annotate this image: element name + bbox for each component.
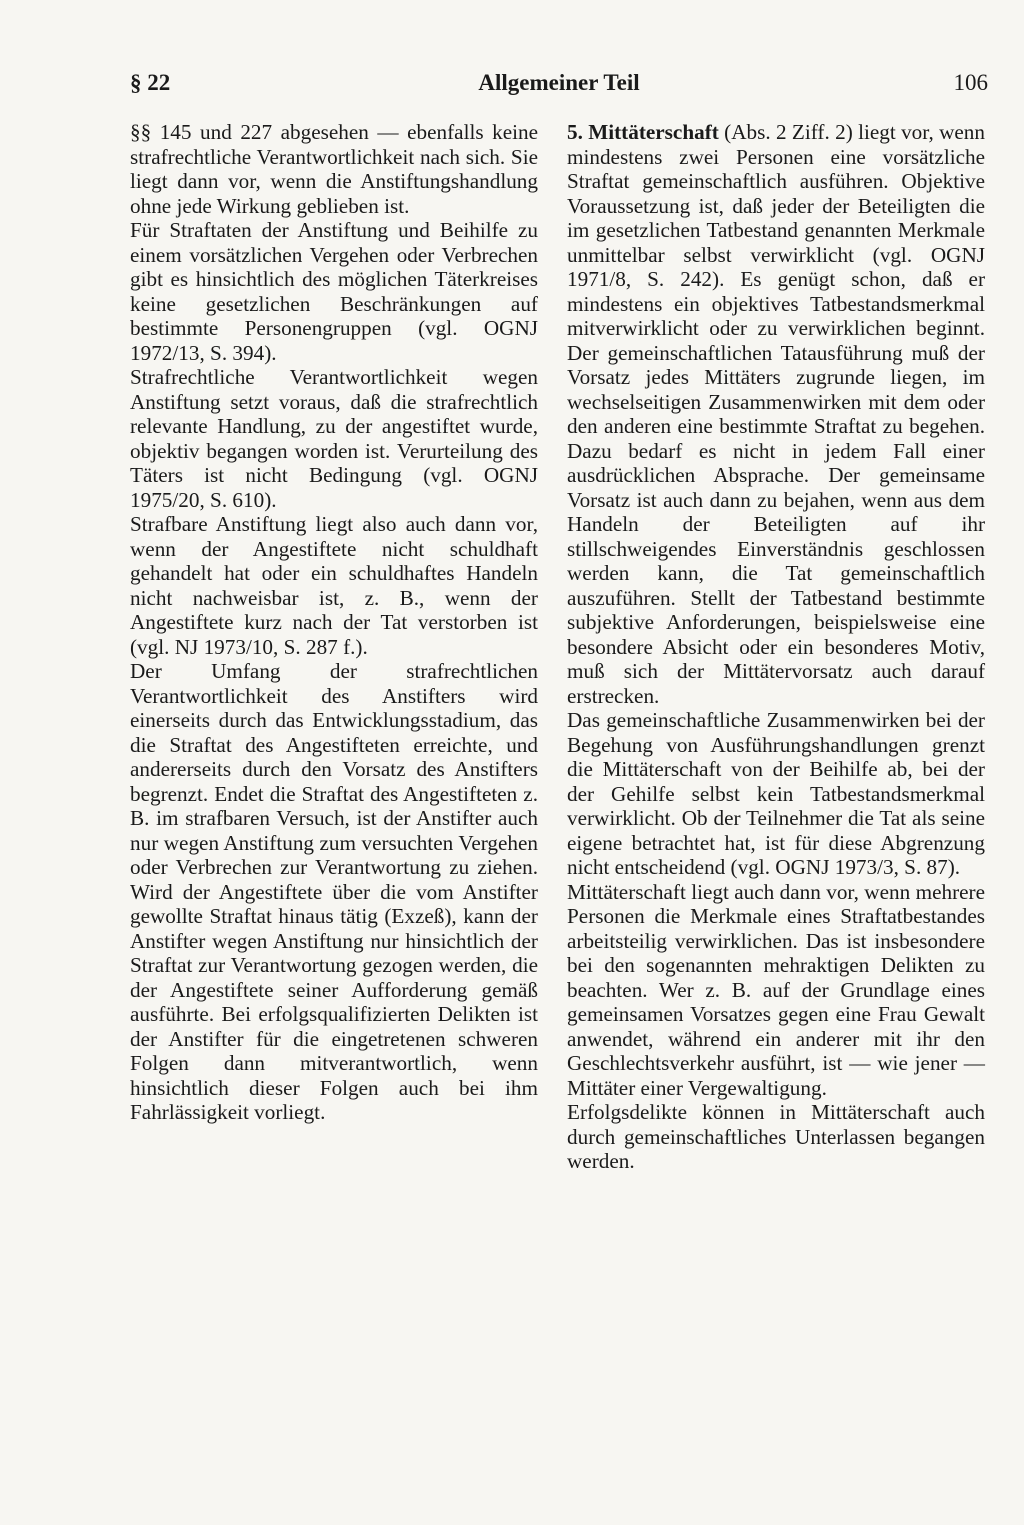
section-heading-number: 5. (567, 120, 583, 144)
page-header (130, 70, 988, 106)
running-title: Allgemeiner Teil (478, 70, 640, 95)
paragraph: Das gemeinschaftliche Zusammenwirken bei der Begehung von Ausführungshandlungen grenzt die Mittäterschaft von der Beihilfe ab, bei der der Gehilfe selbst kein Tatbestandsmerkmal verwirklicht. Ob der Teilnehmer die Tat als seine eigene betrachtet hat, ist für diese Abgrenzung nicht entscheidend (vgl. OGNJ 1973/3, S. 87). (567, 708, 985, 879)
paragraph-text: (Abs. 2 Ziff. 2) liegt vor, wenn mindestens zwei Personen eine vorsätzliche Straftat gemeinschaftlich ausführen. Objektive Voraussetzung ist, daß jeder der Beteiligten die im gesetzlichen Tatbestand genannten Merkmale unmittelbar selbst verwirklicht (vgl. OGNJ 1971/8, S. 242). Es genügt schon, daß er mindestens ein objektives Tatbestandsmerkmal mitverwirklicht oder zu verwirklichen beginnt. Der gemeinschaftlichen Tatausführung muß der Vorsatz jedes Mittäters zugrunde liegen, im wechselseitigen Zusammenwirken mit dem oder den anderen eine bestimmte Straftat zu begehen. Dazu bedarf es nicht in jedem Fall einer ausdrücklichen Absprache. Der gemeinsame Vorsatz ist auch dann zu bejahen, wenn aus dem Handeln der Beteiligten auf ihr stillschweigendes Einverständnis geschlossen werden kann, die Tat gemeinschaftlich auszuführen. Stellt der Tatbestand bestimmte subjektive Anforderungen, beispielsweise eine besondere Absicht oder ein besonderes Motiv, muß sich der Mittätervorsatz auch darauf erstrecken. (567, 120, 985, 708)
paragraph: Strafrechtliche Verantwortlichkeit wegen Anstiftung setzt voraus, daß die strafrechtlich relevante Handlung, zu der angestiftet wurde, objektiv begangen worden ist. Verurteilung des Täters ist nicht Bedingung (vgl. OGNJ 1975/20, S. 610). (130, 365, 538, 512)
right-column (567, 120, 985, 1174)
paragraph: Mittäterschaft liegt auch dann vor, wenn mehrere Personen die Merkmale eines Straftatbestandes arbeitsteilig verwirklichen. Das ist insbesondere bei den sogenannten mehraktigen Delikten zu beachten. Wer z. B. auf der Grundlage eines gemeinsamen Vorsatzes gegen eine Frau Gewalt anwendet, während ein anderer mit ihr den Geschlechtsverkehr ausführt, ist — wie jener — Mittäter einer Vergewaltigung. (567, 879, 985, 1100)
paragraph: Für Straftaten der Anstiftung und Beihilfe zu einem vorsätzlichen Vergehen oder Verbrechen gibt es hinsichtlich des möglichen Täterkreises keine gesetzlichen Beschränkungen auf bestimmte Personengruppen (vgl. OGNJ 1972/13, S. 394). (130, 218, 538, 365)
paragraph: §§ 145 und 227 abgesehen — ebenfalls keine strafrechtliche Verantwortlichkeit nach sich. Sie liegt dann vor, wenn die Anstiftungshandlung ohne jede Wirkung geblieben ist. (130, 120, 538, 218)
paragraph: Strafbare Anstiftung liegt also auch dann vor, wenn der Angestiftete nicht schuldhaft gehandelt hat oder ein schuldhaftes Handeln nicht nachweisbar ist, z. B., wenn der Angestiftete kurz nach der Tat verstorben ist (vgl. NJ 1973/10, S. 287 f.). (130, 512, 538, 659)
section-number: § 22 (130, 70, 171, 95)
left-column (130, 120, 538, 1125)
paragraph: Erfolgsdelikte können in Mittäterschaft auch durch gemeinschaftliches Unterlassen begangen werden. (567, 1100, 985, 1173)
paragraph-mittaeterschaft (567, 120, 985, 708)
page-number: 106 (953, 70, 988, 95)
section-heading-term: Mittäterschaft (588, 120, 719, 144)
paragraph: Der Umfang der strafrechtlichen Verantwortlichkeit des Anstifters wird einerseits durch das Entwicklungsstadium, das die Straftat des Angestifteten erreichte, und andererseits durch den Vorsatz des Anstifters begrenzt. Endet die Straftat des Angestifteten z. B. im strafbaren Versuch, ist der Anstifter auch nur wegen Anstiftung zum versuchten Vergehen oder Verbrechen zur Verantwortung zu ziehen. Wird der Angestiftete über die vom Anstifter gewollte Straftat hinaus tätig (Exzeß), kann der Anstifter wegen Anstiftung nur hinsichtlich der Straftat zur Verantwortung gezogen werden, die der Angestiftete seiner Aufforderung gemäß ausführte. Bei erfolgsqualifizierten Delikten ist der Anstifter für die eingetretenen schweren Folgen dann mitverantwortlich, wenn hinsichtlich dieser Folgen auch bei ihm Fahrlässigkeit vorliegt. (130, 659, 538, 1124)
